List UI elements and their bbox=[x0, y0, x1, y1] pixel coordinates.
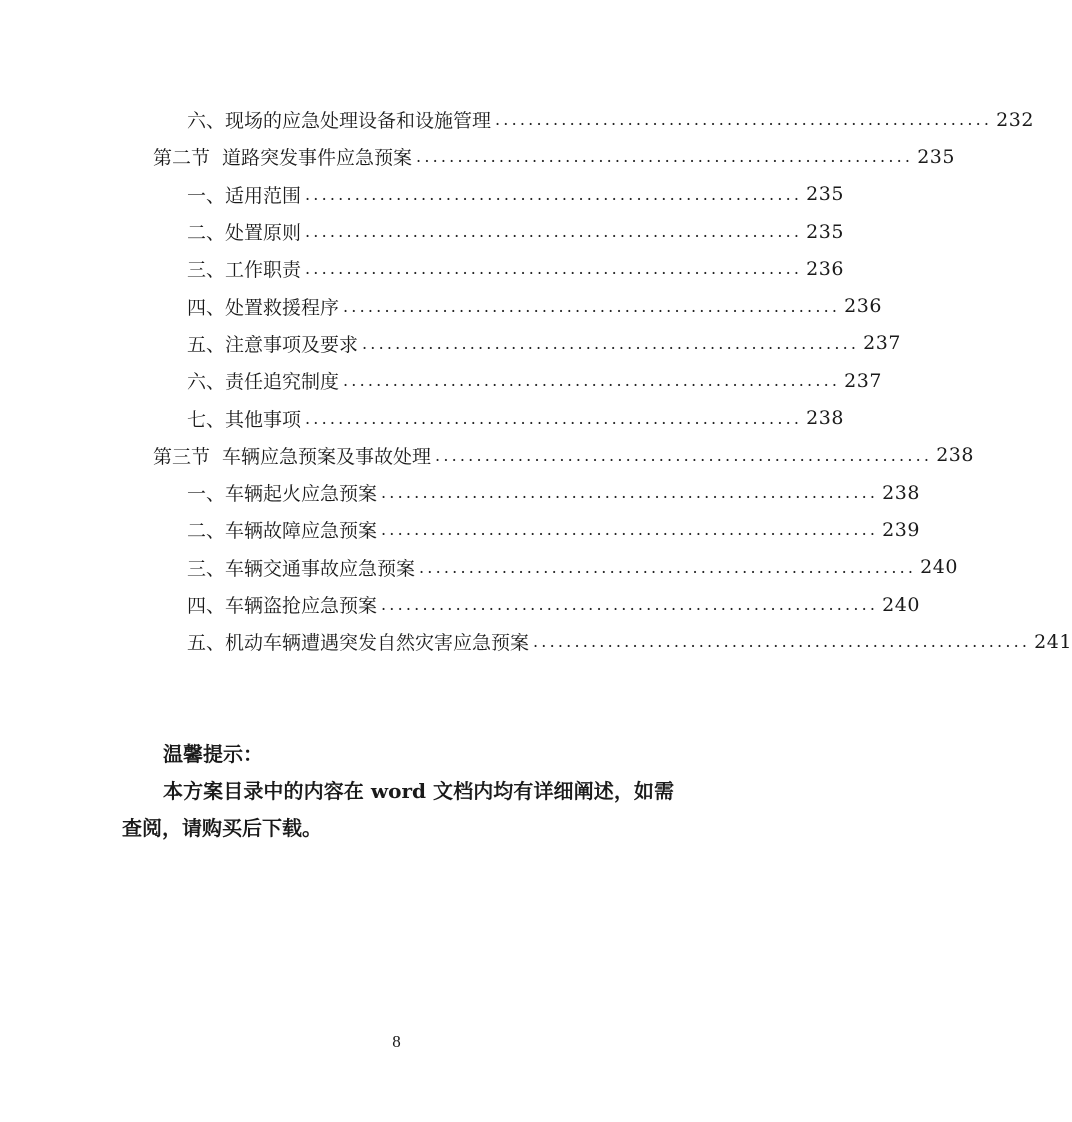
toc-entry-title bbox=[187, 330, 358, 357]
toc-dot-leader: ............................................................ bbox=[533, 632, 1031, 652]
toc-entry-title bbox=[187, 106, 491, 133]
toc-entry-text: 五、机动车辆遭遇突发自然灾害应急预案 bbox=[187, 632, 530, 655]
toc-page-number: 235 bbox=[806, 183, 844, 206]
toc-page-number: 232 bbox=[996, 108, 1034, 131]
toc-entry-text: 三、车辆交通事故应急预案 bbox=[187, 557, 416, 580]
toc-page-number: 238 bbox=[936, 444, 974, 467]
toc-page-number: 239 bbox=[882, 518, 920, 541]
toc-page-number: 237 bbox=[863, 332, 901, 355]
toc-page-number: 238 bbox=[882, 481, 920, 504]
toc-dot-leader: ............................................................ bbox=[362, 333, 860, 353]
toc-entry[interactable] bbox=[0, 176, 844, 213]
toc-page-number: 238 bbox=[806, 407, 844, 430]
toc-section-number: 第二节 bbox=[153, 147, 211, 170]
toc-page-number: 236 bbox=[844, 295, 882, 318]
toc-entry[interactable] bbox=[0, 399, 844, 436]
toc-entry-title bbox=[187, 516, 377, 543]
toc-dot-leader: ............................................................ bbox=[416, 147, 914, 167]
toc-entry-title bbox=[187, 479, 377, 506]
toc-entry-title bbox=[153, 442, 431, 469]
toc-entry[interactable] bbox=[0, 250, 844, 287]
toc-entry-title bbox=[187, 554, 415, 581]
toc-dot-leader: ............................................................ bbox=[381, 520, 879, 540]
toc-dot-leader: ............................................................ bbox=[305, 259, 803, 279]
toc-entry-title bbox=[187, 218, 301, 245]
toc-entry-title bbox=[187, 591, 377, 618]
toc-entry-text: 六、责任追究制度 bbox=[187, 371, 340, 394]
toc-entry[interactable] bbox=[0, 549, 958, 586]
toc-entry-text: 二、车辆故障应急预案 bbox=[187, 520, 378, 543]
toc-page-number: 235 bbox=[917, 145, 955, 168]
toc-entry-title bbox=[187, 405, 301, 432]
toc-entry-text: 五、注意事项及要求 bbox=[187, 333, 359, 356]
toc-entry-text: 六、现场的应急处理设备和设施管理 bbox=[187, 110, 492, 133]
toc-dot-leader: ............................................................ bbox=[305, 222, 803, 242]
toc-entry-text: 四、处置救援程序 bbox=[187, 296, 340, 319]
page-number: 8 bbox=[392, 1032, 401, 1051]
toc-dot-leader: ............................................................ bbox=[381, 483, 879, 503]
toc-dot-leader: ............................................................ bbox=[419, 557, 917, 577]
toc-entry-text: 二、处置原则 bbox=[187, 222, 302, 245]
toc-entry-title bbox=[187, 367, 339, 394]
toc-entry-text: 三、工作职责 bbox=[187, 259, 302, 282]
toc-entry-text: 车辆应急预案及事故处理 bbox=[222, 445, 432, 468]
notice-body: 本方案目录中的内容在 word 文档内均有详细阐述，如需查阅，请购买后下载。 bbox=[122, 779, 674, 840]
toc-dot-leader: ............................................................ bbox=[343, 371, 841, 391]
toc-entry[interactable] bbox=[0, 474, 920, 511]
toc-entry-text: 道路突发事件应急预案 bbox=[222, 147, 413, 170]
toc-entry-title bbox=[187, 181, 301, 208]
toc-entry[interactable] bbox=[0, 325, 901, 362]
toc-section-entry[interactable] bbox=[0, 437, 974, 474]
toc-entry-text: 一、适用范围 bbox=[187, 184, 302, 207]
toc-entry-title bbox=[187, 255, 301, 282]
toc-page-number: 241 bbox=[1034, 630, 1072, 653]
toc-entry[interactable] bbox=[0, 362, 882, 399]
toc-page-number: 240 bbox=[920, 556, 958, 579]
toc-entry[interactable] bbox=[0, 101, 1034, 138]
toc-dot-leader: ............................................................ bbox=[305, 408, 803, 428]
table-of-contents bbox=[0, 101, 1072, 660]
toc-section-number: 第三节 bbox=[153, 445, 211, 468]
toc-entry[interactable] bbox=[0, 213, 844, 250]
toc-entry[interactable] bbox=[0, 511, 920, 548]
toc-entry-title bbox=[187, 628, 529, 655]
toc-page-number: 236 bbox=[806, 257, 844, 280]
toc-dot-leader: ............................................................ bbox=[495, 110, 993, 130]
toc-dot-leader: ............................................................ bbox=[381, 595, 879, 614]
toc-entry-text: 七、其他事项 bbox=[187, 408, 302, 431]
toc-entry[interactable] bbox=[0, 287, 882, 324]
toc-entry-title bbox=[153, 143, 412, 170]
notice-heading: 温馨提示： bbox=[163, 742, 263, 766]
toc-page-number: 237 bbox=[844, 369, 882, 392]
notice-block bbox=[122, 736, 674, 847]
toc-dot-leader: ............................................................ bbox=[435, 445, 933, 465]
toc-entry-text: 四、车辆盗抢应急预案 bbox=[187, 595, 378, 617]
toc-dot-leader: ............................................................ bbox=[305, 184, 803, 204]
toc-entry-text: 一、车辆起火应急预案 bbox=[187, 483, 378, 506]
toc-section-entry[interactable] bbox=[0, 138, 955, 175]
toc-page-number: 235 bbox=[806, 220, 844, 243]
toc-dot-leader: ............................................................ bbox=[343, 296, 841, 316]
toc-page-number: 240 bbox=[882, 593, 920, 616]
toc-entry[interactable] bbox=[0, 586, 920, 623]
toc-entry-title bbox=[187, 293, 339, 320]
toc-entry[interactable] bbox=[0, 623, 1072, 660]
